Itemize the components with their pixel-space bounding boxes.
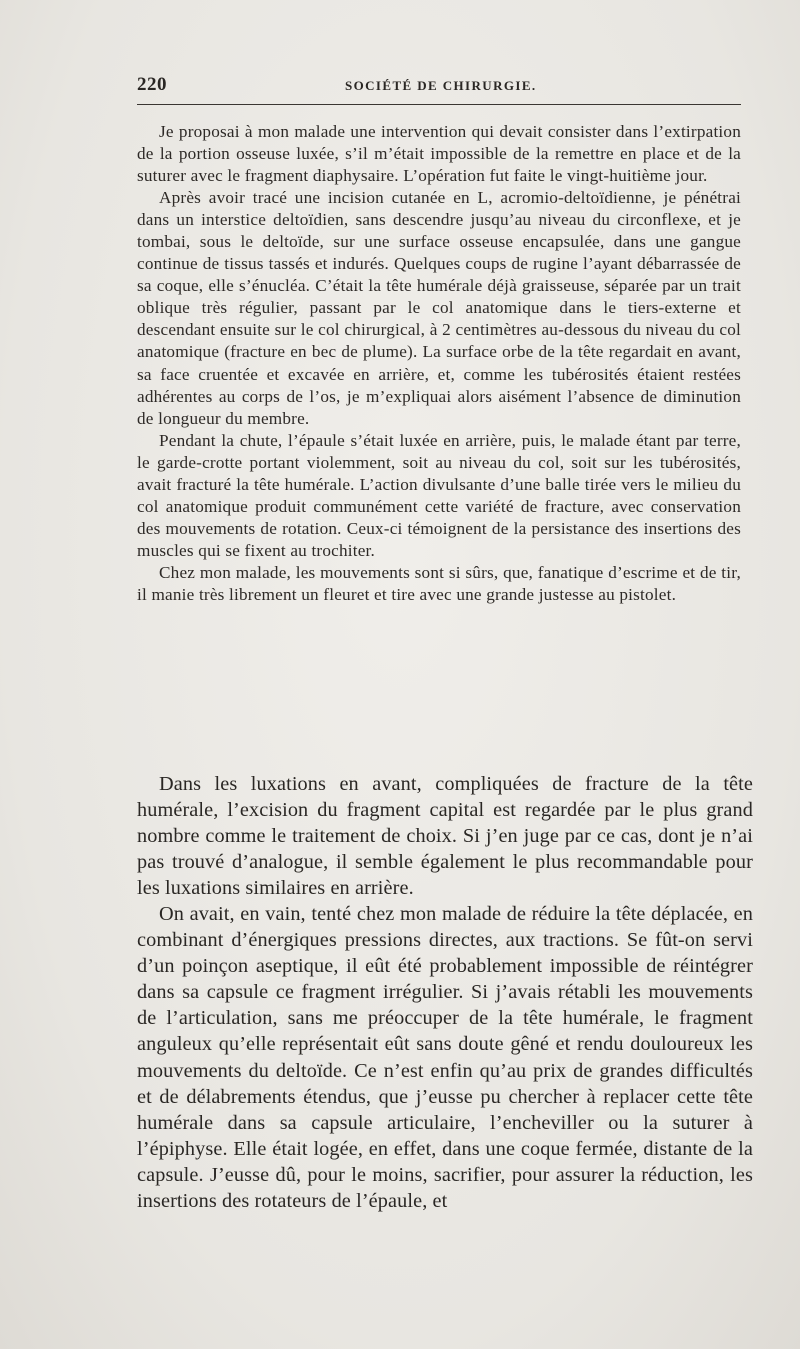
page-number: 220 — [137, 74, 167, 95]
paragraph: On avait, en vain, tenté chez mon malade de réduire la tête déplacée, en combinant d’énergiques pressions directes, aux tractions. Se fût-on servi d’un poinçon aseptique, il eût été probablement impossible de réintégrer dans sa capsule ce fragment irrégulier. Si j’avais rétabli les mouvements de l’articulation, sans me préoccuper de la tête humérale, le fragment anguleux qu’elle représentait eût sans doute gêné et rendu douloureux les mouvements du deltoïde. Ce n’est enfin qu’au prix de grandes difficultés et de délabrements étendus, que j’eusse pu chercher à replacer cette tête humérale dans sa capsule articulaire, l’encheviller ou la suturer à l’épiphyse. Elle était logée, en effet, dans une coque fermée, distante de la capsule. J’eusse dû, pour le moins, sacrifier, pour assurer la réduction, les insertions des rotateurs de l’épaule, et — [137, 903, 753, 1212]
main-text-section — [137, 771, 753, 1214]
page-header — [137, 74, 741, 104]
paragraph: Pendant la chute, l’épaule s’était luxée en arrière, puis, le malade étant par terre, le garde-crotte portant violemment, soit au niveau du col, soit sur les tubérosités, avait fracturé la tête humérale. L’action divulsante d’une balle tirée vers le milieu du col anatomique produit communément cette variété de fracture, avec conservation des mouvements de rotation. Ceux-ci témoignent de la persistance des insertions des muscles qui se fixent au trochiter. — [137, 430, 741, 560]
paragraph: Je proposai à mon malade une intervention qui devait consister dans l’extirpation de la portion osseuse luxée, s’il m’était impossible de la remettre en place et de la suturer avec le fragment diaphysaire. L’opération fut faite le vingt-huitième jour. — [137, 122, 741, 186]
paragraph: Après avoir tracé une incision cutanée en L, acromio-deltoïdienne, je pénétrai dans un interstice deltoïdien, sans descendre jusqu’au niveau du circonflexe, et je tombai, sous le deltoïde, sur une surface osseuse encapsulée, dans une gangue continue de tissus tassés et indurés. Quelques coups de rugine l’ayant débarrassée de sa coque, elle s’énucléa. C’était la tête humérale déjà graisseuse, séparée par un trait oblique très régulier, passant par le col anatomique dans le tiers-externe et descendant ensuite sur le col chirurgical, à 2 centimètres au-dessous du niveau du col anatomique (fracture en bec de plume). La surface orbe de la tête regardait en avant, sa face cruentée et excavée en arrière, et, comme les tubérosités étaient restées adhérentes au corps de l’os, je m’expliquai alors aisément l’absence de diminution de longueur du membre. — [137, 188, 741, 428]
paragraph: Dans les luxations en avant, compliquées de fracture de la tête humérale, l’excision du fragment capital est regardée par le plus grand nombre comme le traitement de choix. Si j’en juge par ce cas, dont je n’ai pas trouvé d’analogue, il semble également le plus recommandable pour les luxations similaires en arrière. — [137, 773, 753, 900]
running-title: SOCIÉTÉ DE CHIRURGIE. — [345, 78, 537, 93]
paragraph: Chez mon malade, les mouvements sont si sûrs, que, fanatique d’escrime et de tir, il manie très librement un fleuret et tire avec une grande justesse au pistolet. — [137, 562, 741, 604]
small-print-section — [137, 121, 741, 606]
header-rule — [137, 104, 741, 105]
